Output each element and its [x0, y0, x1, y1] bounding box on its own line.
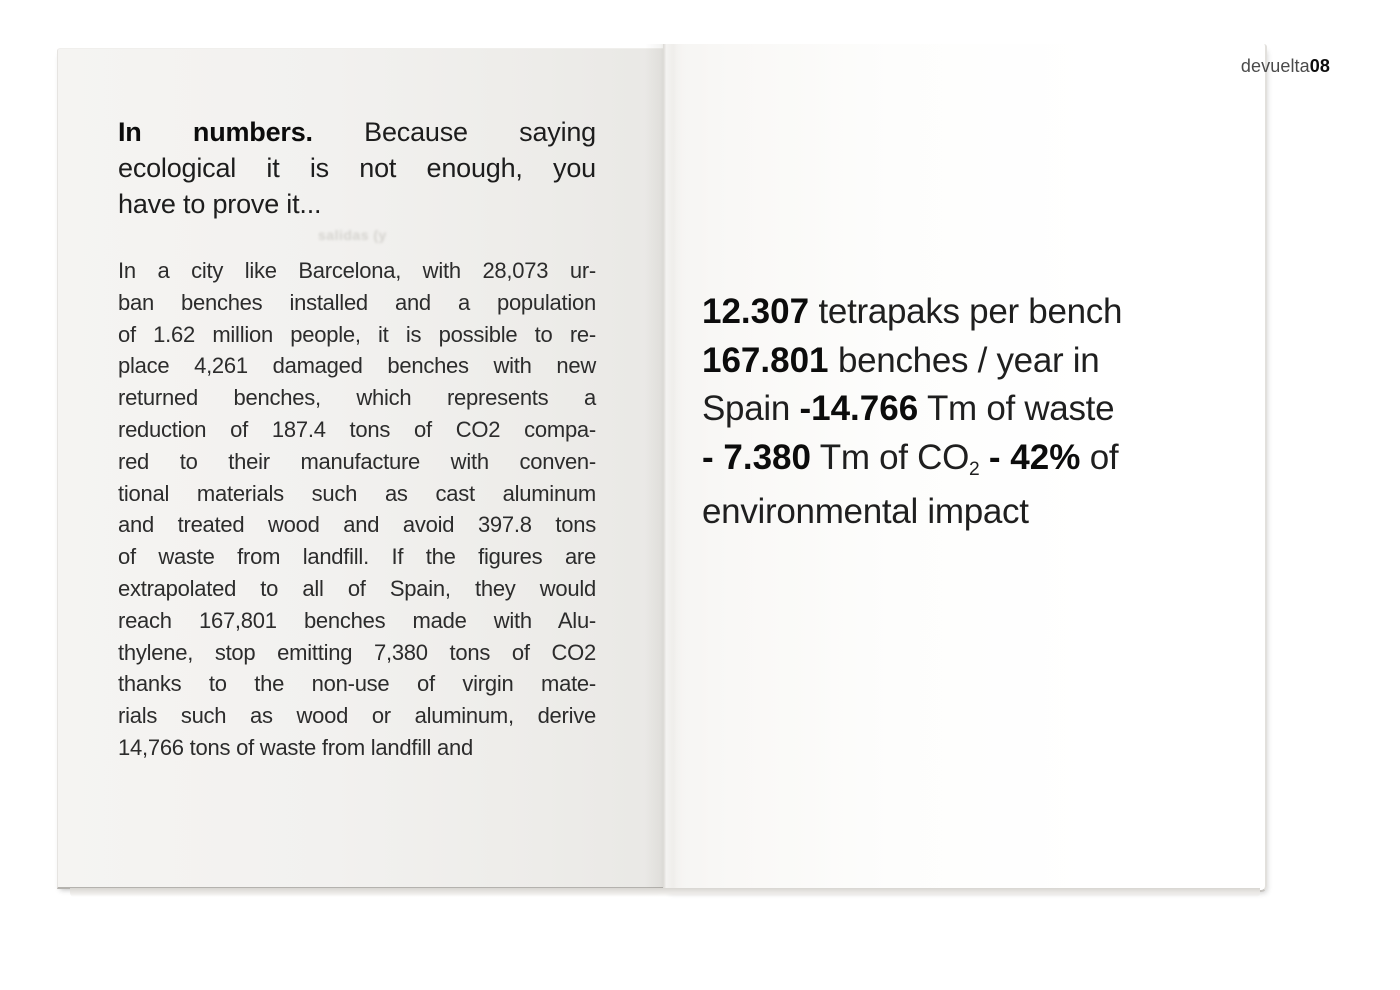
regular-text: ecological it is not enough, you [118, 153, 596, 183]
page-number: 08 [1309, 56, 1330, 76]
bold-text: In numbers. [118, 117, 313, 147]
paragraph-line: thylene, stop emitting 7,380 tons of CO2 [118, 639, 596, 665]
regular-text: environmental impact [702, 492, 1029, 531]
ghost-text: salidas (y [318, 227, 387, 243]
regular-text: Tm of CO [810, 437, 970, 477]
bold-text: -14.766 [799, 389, 919, 428]
regular-text: Tm of waste [918, 389, 1115, 428]
header-label [1100, 56, 1330, 77]
bold-text: 12.307 [702, 292, 810, 331]
stats-block [702, 288, 1250, 537]
subscript-text: 2 [969, 459, 980, 481]
paragraph-line: extrapolated to all of Spain, they would [118, 575, 596, 601]
regular-text: tetrapaks per bench [809, 292, 1123, 331]
heading-line [118, 150, 596, 186]
paragraph-line: of 1.62 million people, it is possible to re- [118, 321, 596, 347]
bold-text: - 7.380 [702, 437, 811, 477]
paragraph-line: thanks to the non-use of virgin mate- [118, 671, 596, 697]
paragraph-line: 14,766 tons of waste from landfill and [118, 734, 473, 760]
paragraph-line: red to their manufacture with conven- [118, 448, 596, 474]
paragraph-line: tional materials such as cast aluminum [118, 480, 596, 506]
paragraph-line: returned benches, which represents a [118, 385, 596, 411]
paragraph-line: ban benches installed and a population [118, 289, 596, 315]
stats-line [702, 337, 1250, 386]
regular-text: benches / year in [828, 340, 1100, 380]
regular-text: of [1080, 437, 1119, 477]
heading-line [118, 114, 596, 150]
brand-name: devuelta [1240, 56, 1310, 76]
regular-text [979, 438, 988, 477]
bold-text: 167.801 [702, 340, 829, 380]
regular-text: Because saying [312, 117, 596, 147]
paragraph-line: In a city like Barcelona, with 28,073 ur- [118, 258, 596, 283]
regular-text: Spain [702, 389, 800, 428]
paragraph-line: reduction of 187.4 tons of CO2 compa- [118, 416, 596, 442]
heading-line [118, 186, 596, 222]
paragraph-line: rials such as wood or aluminum, derive [118, 703, 596, 729]
stats-line [702, 434, 1250, 489]
stats-line [702, 288, 1250, 337]
paragraph-line: reach 167,801 benches made with Alu- [118, 607, 596, 633]
paragraph-line: and treated wood and avoid 397.8 tons [118, 512, 596, 538]
stats-line [702, 488, 1250, 537]
body-paragraph [118, 255, 596, 764]
bold-text: - 42% [988, 437, 1081, 477]
regular-text: have to prove it... [118, 189, 322, 219]
paragraph-line: place 4,261 damaged benches with new [118, 353, 596, 379]
stats-line [702, 385, 1250, 434]
paragraph-line: of waste from landfill. If the figures are [118, 544, 596, 570]
heading [118, 114, 596, 222]
